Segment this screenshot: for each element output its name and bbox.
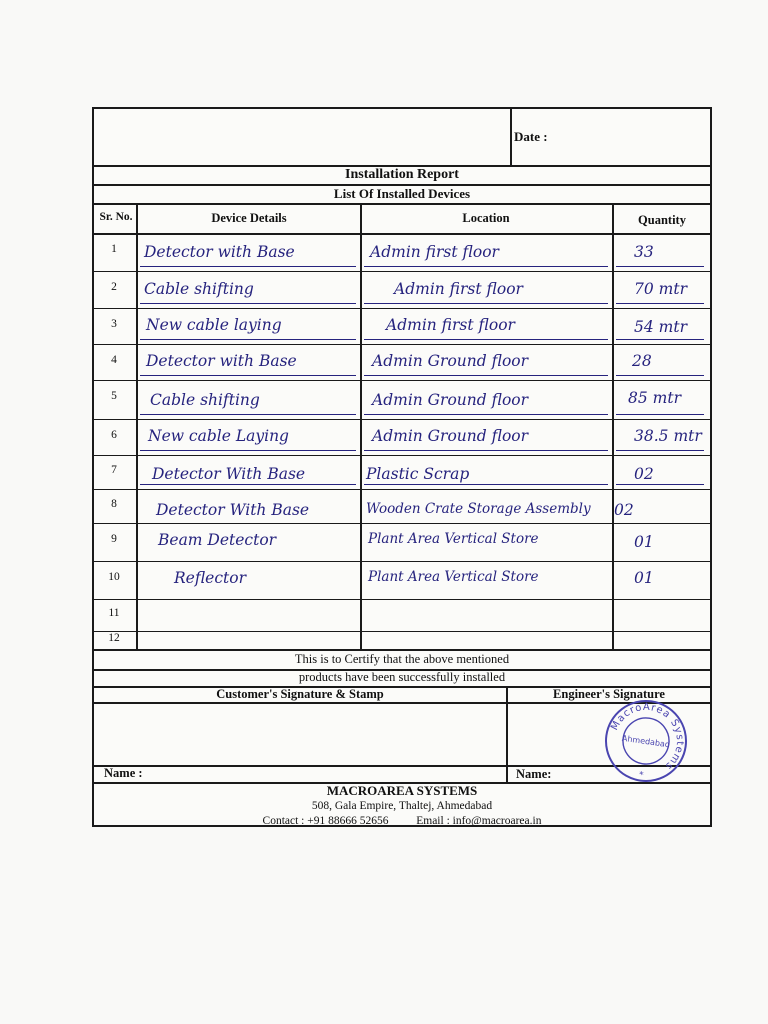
handwritten-underline — [364, 266, 608, 267]
row-location: Admin Ground floor — [372, 391, 529, 409]
row-quantity: 02 — [634, 465, 654, 483]
company-name: MACROAREA SYSTEMS — [326, 783, 478, 798]
handwritten-underline — [364, 450, 608, 451]
handwritten-underline — [616, 266, 704, 267]
row-location: Admin first floor — [370, 243, 499, 261]
handwritten-underline — [616, 375, 704, 376]
row-device-details: Beam Detector — [158, 531, 277, 549]
report-subtitle: List Of Installed Devices — [333, 186, 471, 201]
row-serial-number: 5 — [111, 390, 117, 402]
table-row — [94, 380, 710, 419]
row-serial-number: 3 — [111, 318, 117, 330]
handwritten-underline — [616, 303, 704, 304]
handwritten-underline — [140, 484, 356, 485]
engineer-name-label: Name: — [516, 767, 552, 781]
handwritten-underline — [140, 450, 356, 451]
handwritten-underline — [364, 484, 608, 485]
row-device-details: Cable shifting — [150, 391, 260, 409]
row-quantity: 02 — [614, 501, 634, 519]
row-quantity: 38.5 mtr — [634, 427, 702, 445]
installation-report-form — [92, 107, 712, 827]
handwritten-underline — [140, 339, 356, 340]
handwritten-underline — [616, 450, 704, 451]
row-location: Plant Area Vertical Store — [368, 569, 539, 585]
row-location: Admin first floor — [394, 280, 523, 298]
table-row — [94, 344, 710, 380]
handwritten-underline — [140, 375, 356, 376]
row-serial-number: 8 — [111, 498, 117, 510]
row-serial-number: 2 — [111, 281, 117, 293]
handwritten-underline — [140, 303, 356, 304]
row-device-details: Detector with Base — [146, 352, 297, 370]
row-device-details: New cable Laying — [148, 427, 289, 445]
table-row — [94, 489, 710, 523]
row-quantity: 70 mtr — [634, 280, 687, 298]
customer-signature-label: Customer's Signature & Stamp — [216, 687, 384, 701]
row-device-details: New cable laying — [146, 316, 282, 334]
handwritten-underline — [364, 303, 608, 304]
stamp-star-icon: * — [638, 770, 645, 781]
report-title: Installation Report — [345, 167, 459, 182]
table-row — [94, 561, 710, 599]
row-serial-number: 12 — [108, 632, 120, 644]
row-serial-number: 1 — [111, 243, 117, 255]
row-location: Wooden Crate Storage Assembly — [366, 501, 591, 517]
row-device-details: Detector with Base — [144, 243, 295, 261]
table-row — [94, 523, 710, 561]
stamp-ring-text: MacroArea Systems — [609, 701, 686, 773]
col-header-device-details: Device Details — [211, 211, 287, 225]
engineer-signature-label: Engineer's Signature — [553, 687, 665, 701]
row-quantity: 28 — [632, 352, 652, 370]
company-address: 508, Gala Empire, Thaltej, Ahmedabad — [311, 800, 493, 812]
handwritten-underline — [140, 414, 356, 415]
row-serial-number: 4 — [111, 354, 117, 366]
row-serial-number: 10 — [108, 571, 120, 583]
company-contact-line — [94, 815, 710, 827]
row-device-details: Detector With Base — [156, 501, 310, 519]
stamp-center-text: Ahmedabad — [621, 733, 671, 750]
row-quantity: 85 mtr — [628, 389, 681, 407]
date-divider — [510, 109, 512, 165]
svg-text:MacroArea Systems — [604, 697, 690, 774]
row-device-details: Reflector — [174, 569, 247, 587]
col-header-quantity: Quantity — [638, 213, 686, 227]
rule — [94, 649, 710, 651]
row-serial-number: 11 — [108, 607, 120, 619]
handwritten-underline — [364, 375, 608, 376]
table-row — [94, 631, 710, 649]
row-quantity: 01 — [634, 569, 654, 587]
handwritten-underline — [616, 414, 704, 415]
row-quantity: 01 — [634, 533, 654, 551]
handwritten-underline — [364, 339, 608, 340]
handwritten-underline — [140, 266, 356, 267]
table-row — [94, 599, 710, 631]
company-email: Email : info@macroarea.in — [416, 815, 542, 827]
handwritten-underline — [616, 484, 704, 485]
table-row — [94, 419, 710, 455]
row-serial-number: 6 — [111, 429, 117, 441]
customer-name-label: Name : — [104, 766, 143, 780]
handwritten-underline — [364, 414, 608, 415]
table-row — [94, 271, 710, 308]
row-location: Admin Ground floor — [372, 352, 529, 370]
table-row — [94, 308, 710, 344]
date-label: Date : — [514, 129, 548, 144]
certification-line-2: products have been successfully installed — [298, 670, 506, 684]
col-header-sr-no: Sr. No. — [99, 211, 133, 223]
col-header-location: Location — [462, 211, 510, 225]
company-stamp — [599, 694, 694, 789]
row-location: Plant Area Vertical Store — [368, 531, 539, 547]
row-location: Plastic Scrap — [366, 465, 470, 483]
company-contact: Contact : +91 88666 52656 — [262, 815, 389, 827]
row-serial-number: 9 — [111, 533, 117, 545]
row-quantity: 54 mtr — [634, 318, 687, 336]
table-row — [94, 233, 710, 271]
rule — [94, 203, 710, 205]
row-location: Admin Ground floor — [372, 427, 529, 445]
row-quantity: 33 — [634, 243, 654, 261]
certification-line-1: This is to Certify that the above mentioned — [294, 652, 510, 666]
row-location: Admin first floor — [386, 316, 515, 334]
table-row — [94, 455, 710, 489]
row-device-details: Cable shifting — [144, 280, 254, 298]
row-serial-number: 7 — [111, 464, 117, 476]
row-device-details: Detector With Base — [152, 465, 306, 483]
handwritten-underline — [616, 339, 704, 340]
